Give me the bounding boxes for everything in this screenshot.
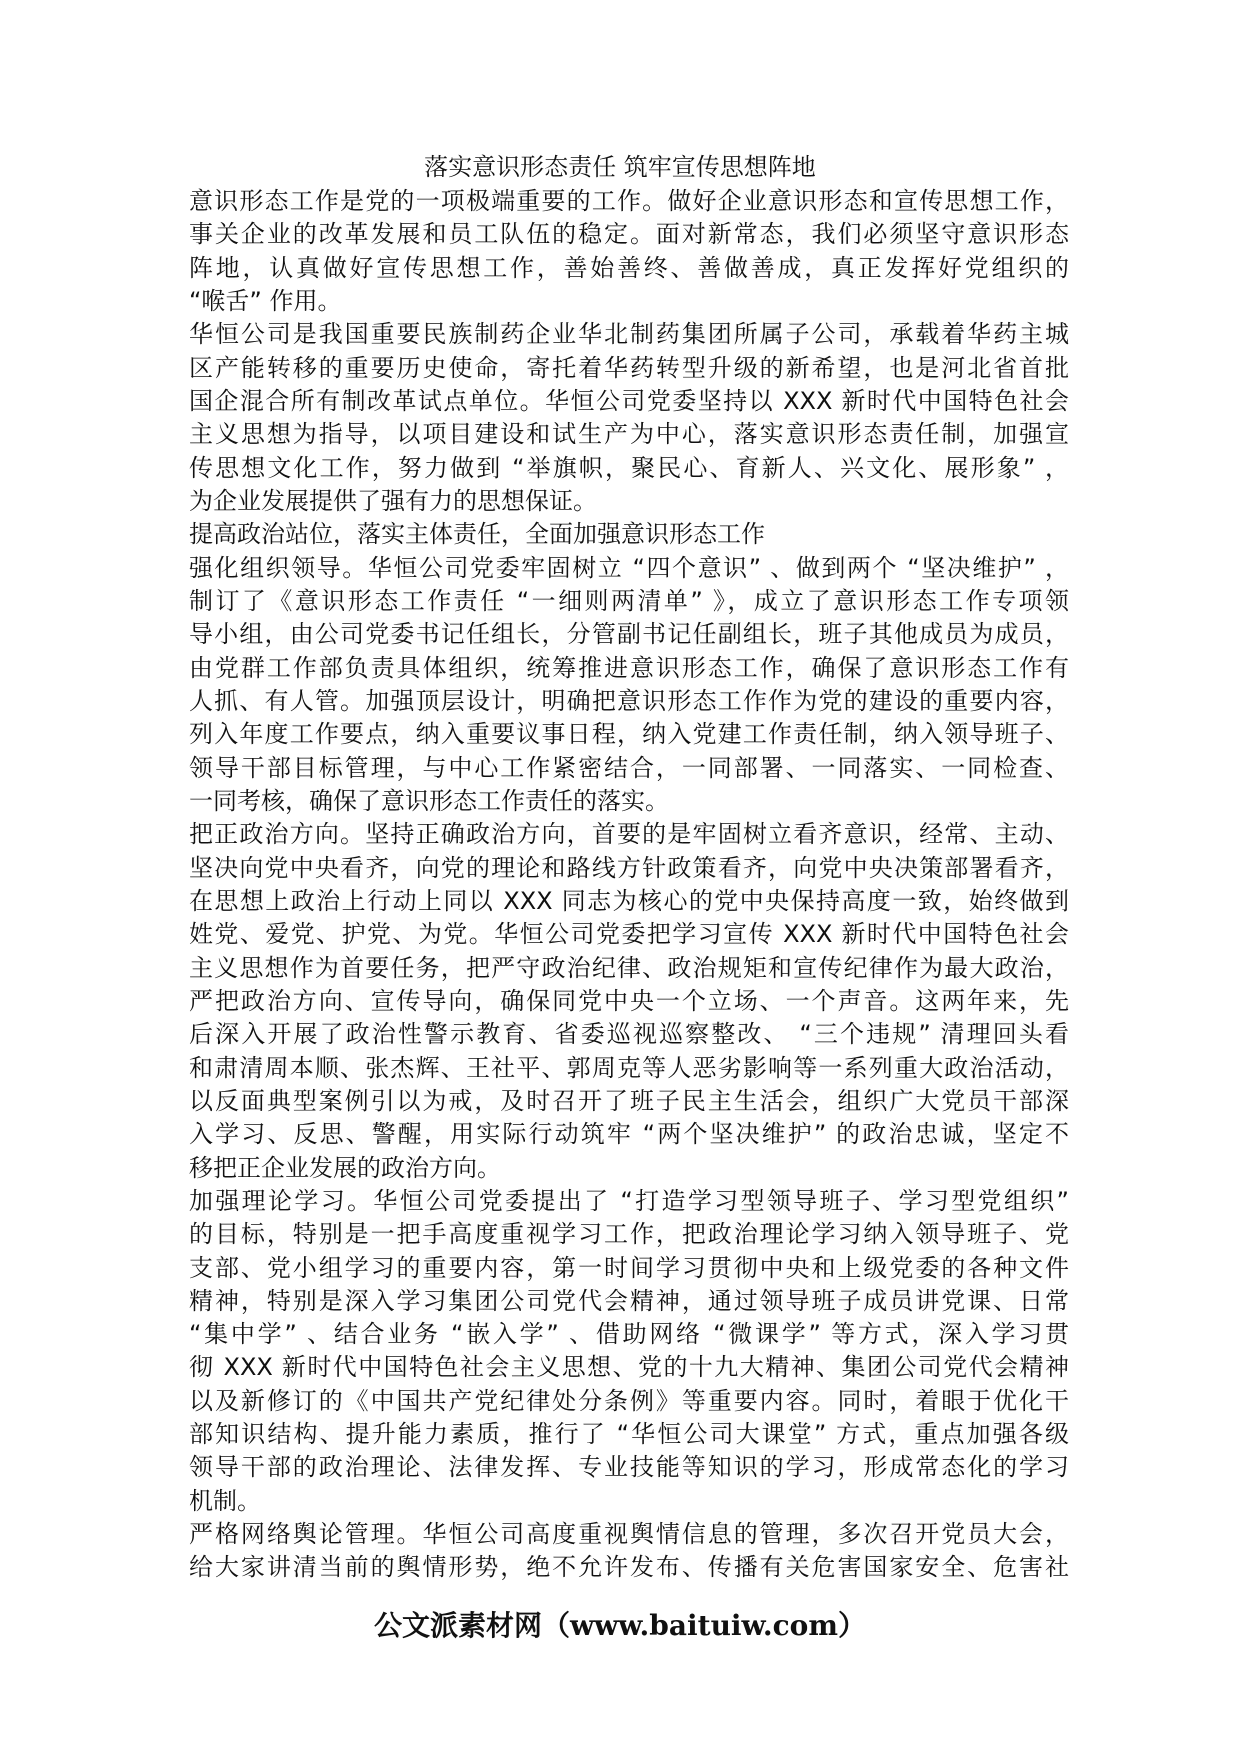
text-line: 人抓、有人管。加强顶层设计，明确把意识形态工作作为党的建设的重要内容， [189,686,1069,715]
text-line: 强化组织领导。华恒公司党委牢固树立 “四个意识” 、做到两个 “坚决维护” ， [189,553,1069,582]
text-line: 区产能转移的重要历史使命，寄托着华药转型升级的新希望，也是河北省首批 [189,353,1069,382]
text-line: 加强理论学习。华恒公司党委提出了 “打造学习型领导班子、学习型党组织” [189,1186,1069,1215]
text-line: 阵地，认真做好宣传思想工作，善始善终、善做善成，真正发挥好党组织的 [189,253,1069,282]
text-line: 移把正企业发展的政治方向。 [189,1153,501,1182]
text-line: 坚决向党中央看齐，向党的理论和路线方针政策看齐，向党中央决策部署看齐， [189,853,1069,882]
text-line: 事关企业的改革发展和员工队伍的稳定。面对新常态，我们必须坚守意识形态 [189,220,1069,249]
text-line: 意识形态工作是党的一项极端重要的工作。做好企业意识形态和宣传思想工作， [189,187,1069,215]
document-body [189,185,1069,1585]
text-line: 和肃清周本顺、张杰辉、王社平、郭周克等人恶劣影响等一系列重大政治活动， [189,1053,1069,1082]
text-line: 主义思想作为首要任务，把严守政治纪律、政治规矩和宣传纪律作为最大政治， [189,953,1069,982]
text-line: 彻 XXX 新时代中国特色社会主义思想、党的十九大精神、集团公司党代会精神 [189,1353,1069,1382]
text-line: “集中学” 、结合业务 “嵌入学” 、借助网络 “微课学” 等方式，深入学习贯 [189,1320,1069,1349]
text-line: 机制。 [189,1486,261,1515]
text-line: “喉舌” 作用。 [189,286,342,315]
text-line: 严把政治方向、宣传导向，确保同党中央一个立场、一个声音。这两年来，先 [189,986,1069,1015]
text-line: 在思想上政治上行动上同以 XXX 同志为核心的党中央保持高度一致，始终做到 [189,886,1069,915]
footer-watermark: 公文派素材网（www.baituiw.com） [374,1609,866,1642]
text-line: 的目标，特别是一把手高度重视学习工作，把政治理论学习纳入领导班子、党 [189,1220,1069,1249]
text-line: 为企业发展提供了强有力的思想保证。 [189,486,597,515]
text-line: 导小组，由公司党委书记任组长，分管副书记任副组长，班子其他成员为成员， [189,620,1069,649]
text-line: 传思想文化工作，努力做到 “举旗帜，聚民心、育新人、兴文化、展形象” ， [189,453,1069,482]
text-line: 领导干部目标管理，与中心工作紧密结合，一同部署、一同落实、一同检查、 [189,753,1069,782]
text-line: 列入年度工作要点，纳入重要议事日程，纳入党建工作责任制，纳入领导班子、 [189,720,1069,749]
text-line: 支部、党小组学习的重要内容，第一时间学习贯彻中央和上级党委的各种文件 [189,1253,1069,1282]
text-line: 给大家讲清当前的舆情形势，绝不允许发布、传播有关危害国家安全、危害社 [189,1553,1069,1582]
text-line: 国企混合所有制改革试点单位。华恒公司党委坚持以 XXX 新时代中国特色社会 [189,386,1069,415]
text-line: 华恒公司是我国重要民族制药企业华北制药集团所属子公司，承载着华药主城 [189,320,1069,349]
text-line: 由党群工作部负责具体组织，统筹推进意识形态工作，确保了意识形态工作有 [189,653,1069,682]
text-line: 精神，特别是深入学习集团公司党代会精神，通过领导班子成员讲党课、日常 [189,1286,1069,1315]
text-line: 部知识结构、提升能力素质，推行了 “华恒公司大课堂” 方式，重点加强各级 [189,1420,1069,1449]
text-line: 制订了《意识形态工作责任 “一细则两清单” 》，成立了意识形态工作专项领 [189,586,1069,615]
text-line: 以及新修订的《中国共产党纪律处分条例》等重要内容。同时，着眼于优化干 [189,1386,1069,1415]
text-line: 姓党、爱党、护党、为党。华恒公司党委把学习宣传 XXX 新时代中国特色社会 [189,920,1069,949]
text-line: 主义思想为指导，以项目建设和试生产为中心，落实意识形态责任制，加强宣 [189,420,1069,449]
text-line: 提高政治站位，落实主体责任，全面加强意识形态工作 [189,520,765,549]
text-line: 一同考核，确保了意识形态工作责任的落实。 [189,786,669,815]
text-line: 领导干部的政治理论、法律发挥、专业技能等知识的学习，形成常态化的学习 [189,1453,1069,1482]
text-line: 后深入开展了政治性警示教育、省委巡视巡察整改、 “三个违规” 清理回头看 [189,1020,1069,1049]
text-line: 入学习、反思、警醒，用实际行动筑牢 “两个坚决维护” 的政治忠诚，坚定不 [189,1120,1069,1149]
text-line: 以反面典型案例引以为戒，及时召开了班子民主生活会，组织广大党员干部深 [189,1086,1069,1115]
text-line: 把正政治方向。坚持正确政治方向，首要的是牢固树立看齐意识，经常、主动、 [189,820,1069,849]
text-line: 严格网络舆论管理。华恒公司高度重视舆情信息的管理，多次召开党员大会， [189,1520,1069,1549]
document-title: 落实意识形态责任 筑牢宣传思想阵地 [424,153,816,181]
